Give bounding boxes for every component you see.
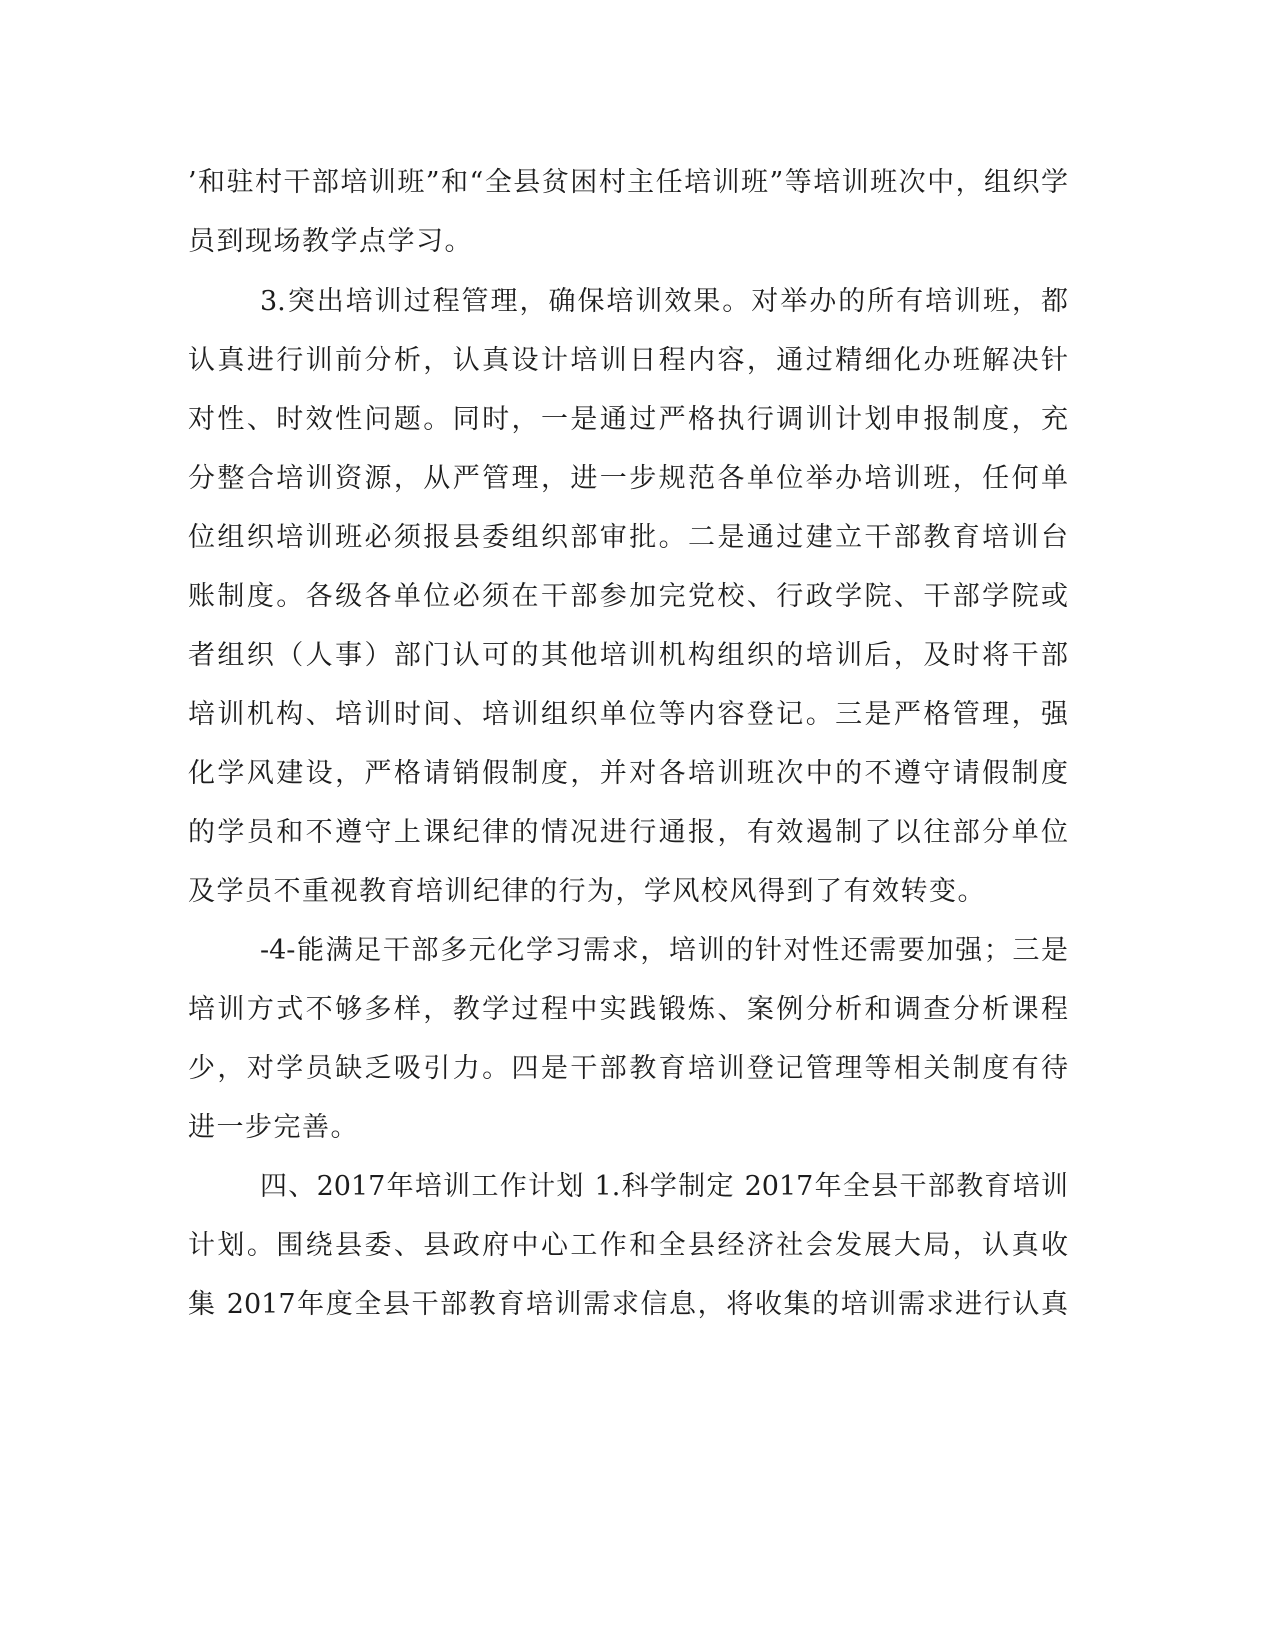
text-line: 培训机构、培训时间、培训组织单位等内容登记。三是严格管理，强	[188, 699, 1068, 730]
text-line: 对性、时效性问题。同时，一是通过严格执行调训计划申报制度，充	[188, 404, 1068, 435]
text-line: 化学风建设，严格请销假制度，并对各培训班次中的不遵守请假制度	[188, 758, 1068, 789]
text-line: 3.突出培训过程管理，确保培训效果。对举办的所有培训班，都	[260, 286, 1068, 317]
text-line: 四、2017年培训工作计划 1.科学制定 2017年全县干部教育培训	[260, 1171, 1068, 1202]
text-line: 位组织培训班必须报县委组织部审批。二是通过建立干部教育培训台	[188, 522, 1068, 553]
text-line: -4-能满足干部多元化学习需求，培训的针对性还需要加强；三是	[260, 935, 1068, 966]
text-line: 培训方式不够多样，教学过程中实践锻炼、案例分析和调查分析课程	[188, 994, 1068, 1025]
text-line: 分整合培训资源，从严管理，进一步规范各单位举办培训班，任何单	[188, 463, 1068, 494]
text-line: 认真进行训前分析，认真设计培训日程内容，通过精细化办班解决针	[188, 345, 1068, 376]
text-line: 者组织（人事）部门认可的其他培训机构组织的培训后，及时将干部	[188, 640, 1068, 671]
text-line: 计划。围绕县委、县政府中心工作和全县经济社会发展大局，认真收	[188, 1230, 1068, 1261]
text-line: 少，对学员缺乏吸引力。四是干部教育培训登记管理等相关制度有待	[188, 1053, 1068, 1084]
text-line: 的学员和不遵守上课纪律的情况进行通报，有效遏制了以往部分单位	[188, 817, 1068, 848]
text-line: 进一步完善。	[188, 1112, 359, 1143]
text-line: 员到现场教学点学习。	[188, 226, 473, 257]
text-line: ’和驻村干部培训班”和“全县贫困村主任培训班”等培训班次中，组织学	[188, 167, 1068, 198]
text-line: 集 2017年度全县干部教育培训需求信息，将收集的培训需求进行认真	[188, 1289, 1068, 1320]
text-line: 及学员不重视教育培训纪律的行为，学风校风得到了有效转变。	[188, 876, 986, 907]
text-line: 账制度。各级各单位必须在干部参加完党校、行政学院、干部学院或	[188, 581, 1068, 612]
